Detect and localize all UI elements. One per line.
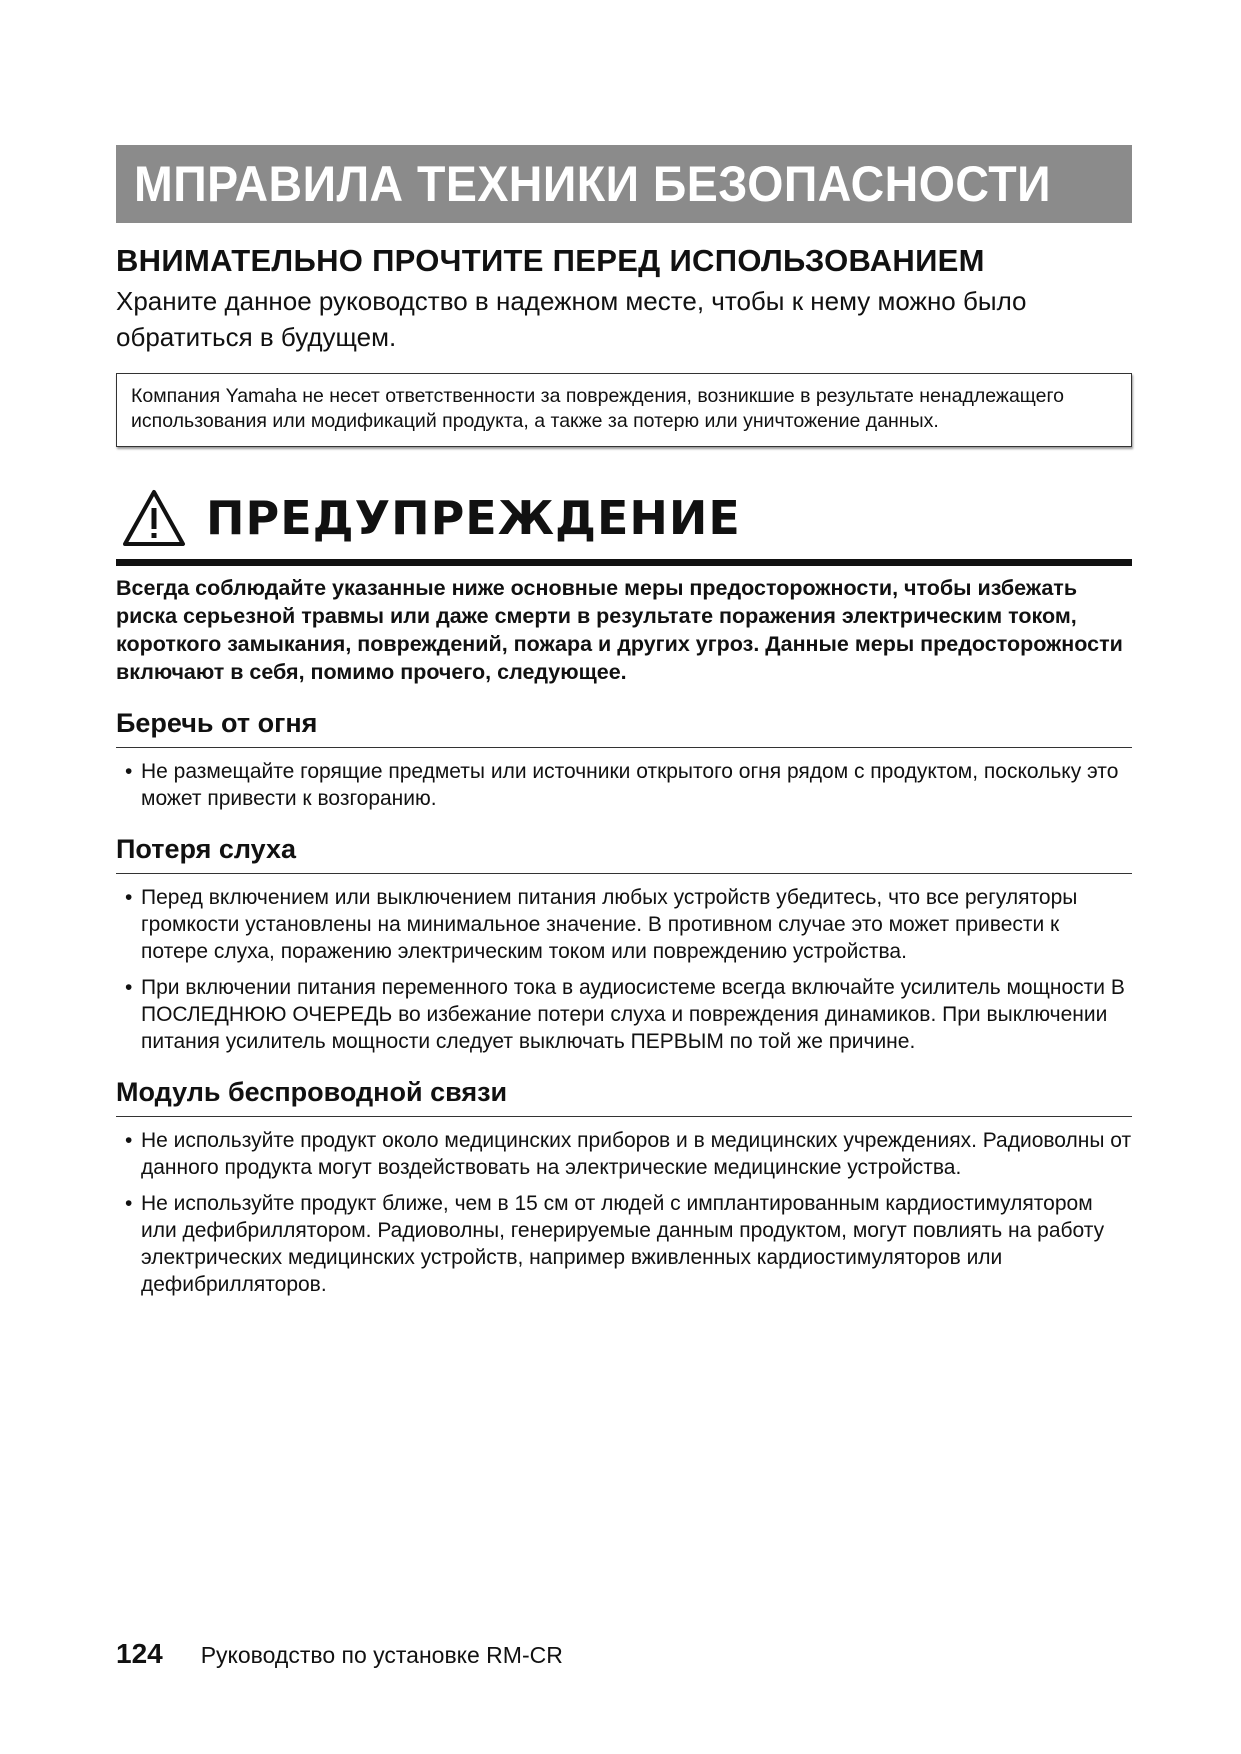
list-item: • Не размещайте горящие предметы или источники открытого огня рядом с продуктом, поскольку это может привести к возгоранию. bbox=[125, 760, 1119, 810]
page-footer bbox=[116, 1638, 563, 1670]
list-item-text: Не размещайте горящие предметы или источники открытого огня рядом с продуктом, поскольку это может привести к возгоранию. bbox=[141, 760, 1119, 810]
warning-triangle-icon bbox=[122, 489, 186, 547]
read-before-use-heading: ВНИМАТЕЛЬНО ПРОЧТИТЕ ПЕРЕД ИСПОЛЬЗОВАНИЕМ bbox=[116, 243, 985, 278]
manual-page bbox=[116, 145, 1132, 1298]
liability-notice-box bbox=[116, 373, 1132, 447]
page-number: 124 bbox=[116, 1638, 163, 1669]
list-item: • Не используйте продукт около медицинских приборов и в медицинских учреждениях. Радиоволны от данного продукта могут воздействовать на электрические медицинские устройства. bbox=[125, 1129, 1132, 1179]
list-item-text: Не используйте продукт около медицинских приборов и в медицинских учреждениях. Радиоволны от данного продукта могут воздействовать на электрические медицинские устройства. bbox=[141, 1129, 1132, 1179]
warning-header bbox=[116, 483, 1132, 553]
document-title: Руководство по установке RM-CR bbox=[200, 1642, 563, 1668]
title-banner bbox=[116, 145, 1132, 223]
section-title-hearing: Потеря слуха bbox=[116, 834, 1132, 874]
warning-divider bbox=[116, 559, 1132, 566]
section-title-fire: Беречь от огня bbox=[116, 708, 1132, 748]
warning-heading: ПРЕДУПРЕЖДЕНИЕ bbox=[206, 491, 741, 545]
list-item: • Перед включением или выключением питания любых устройств убедитесь, что все регуляторы громкости установлены на минимальное значение. В противном случае это может привести к потере слуха, поражению электрическим током или повреждению устройства. bbox=[125, 886, 1078, 963]
list-item: • Не используйте продукт ближе, чем в 15 см от людей с имплантированным кардиостимулятором или дефибриллятором. Радиоволны, генерируемые данным продуктом, могут повлиять на работу электрических медицинских устройств, например вживленных кардиостимуляторов или дефибрилляторов. bbox=[125, 1192, 1105, 1296]
warning-text: Всегда соблюдайте указанные ниже основные меры предосторожности, чтобы избежать риска серьезной травмы или даже смерти в результате поражения электрическим током, короткого замыкания, повреждений, пожара и других угроз. Данные меры предосторожности включают в себя, помимо прочего, следующее. bbox=[116, 576, 1123, 684]
page-title: МПРАВИЛА ТЕХНИКИ БЕЗОПАСНОСТИ bbox=[134, 156, 1051, 212]
list-item-text: При включении питания переменного тока в аудиосистеме всегда включайте усилитель мощности В ПОСЛЕДНЮЮ ОЧЕРЕДЬ во избежание потери слуха и повреждения динамиков. При выключении питания усилитель мощности следует выключать ПЕРВЫМ по той же причине. bbox=[141, 976, 1125, 1053]
section-title-wireless: Модуль беспроводной связи bbox=[116, 1077, 1132, 1117]
list-item-text: Не используйте продукт ближе, чем в 15 см от людей с имплантированным кардиостимулятором или дефибриллятором. Радиоволны, генерируемые данным продуктом, могут повлиять на работу электрических медицинских устройств, например вживленных кардиостимуляторов или дефибрилляторов. bbox=[141, 1192, 1105, 1296]
liability-notice-text: Компания Yamaha не несет ответственности за повреждения, возникшие в результате ненадлежащего использования или модификаций продукта, а также за потерю или уничтожение данных. bbox=[131, 385, 1064, 432]
list-item: • При включении питания переменного тока в аудиосистеме всегда включайте усилитель мощности В ПОСЛЕДНЮЮ ОЧЕРЕДЬ во избежание потери слуха и повреждения динамиков. При выключении питания усилитель мощности следует выключать ПЕРВЫМ по той же причине. bbox=[125, 976, 1125, 1053]
intro-text: Храните данное руководство в надежном месте, чтобы к нему можно было обратиться в будущем. bbox=[116, 286, 1027, 352]
list-item-text: Перед включением или выключением питания любых устройств убедитесь, что все регуляторы громкости установлены на минимальное значение. В противном случае это может привести к потере слуха, поражению электрическим током или повреждению устройства. bbox=[141, 886, 1078, 963]
